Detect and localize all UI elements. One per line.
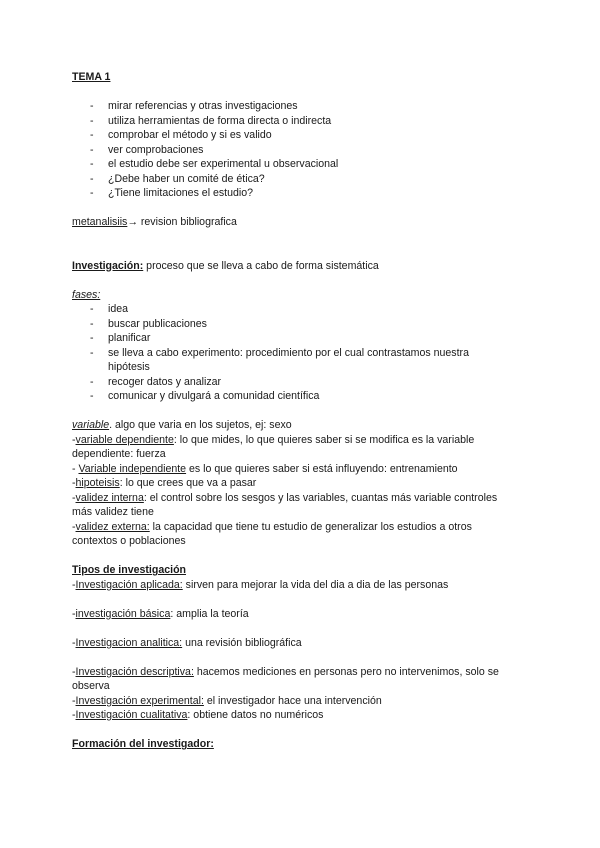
formacion-title: Formación del investigador: — [72, 738, 214, 750]
dash: - — [72, 477, 76, 489]
variable-line — [72, 418, 532, 433]
analitica-line — [72, 636, 532, 651]
aplicada-term: Investigación aplicada: — [75, 578, 183, 591]
dash: - — [72, 433, 76, 446]
vext-line — [72, 520, 532, 535]
hip-line — [72, 476, 532, 491]
variable-def: . algo que varia en los sujetos, ej: sexo — [109, 419, 292, 431]
dash: - — [72, 636, 76, 649]
experimental-term: Investigación experimental: — [75, 694, 204, 707]
fases-title: fases: — [72, 288, 101, 301]
hip-term: hipoteisis — [75, 477, 120, 489]
dep-def: : lo que mides, lo que quieres saber si se modifica es la variable — [173, 433, 475, 446]
dash: - — [72, 462, 79, 475]
descriptiva-cont: observa — [72, 680, 110, 692]
investigacion-def: proceso que se lleva a cabo de forma sistemática — [143, 259, 379, 272]
dash: - — [72, 578, 76, 591]
vint-cont: más validez tiene — [72, 506, 154, 518]
aplicada-line — [72, 578, 532, 593]
list-item: - el estudio debe ser experimental u observacional — [72, 157, 532, 172]
indep-term: Variable independiente — [78, 462, 187, 475]
aplicada-def: sirven para mejorar la vida del dia a dia de las personas — [182, 578, 449, 591]
list-item: - comprobar el método y si es valido — [72, 128, 532, 143]
list-item: - recoger datos y analizar — [72, 375, 532, 390]
list-item: - utiliza herramientas de forma directa o indirecta — [72, 114, 532, 129]
experimental-line — [72, 694, 532, 709]
variable-term: variable — [72, 419, 110, 431]
descriptiva-term: Investigación descriptiva: — [75, 665, 194, 678]
dash: - — [72, 607, 76, 620]
list-item: - comunicar y divulgará a comunidad científica — [72, 389, 532, 404]
meta-term: metanalisiis — [72, 216, 128, 228]
list-item — [72, 346, 532, 375]
vext-cont: contextos o poblaciones — [72, 535, 186, 547]
basica-def: : amplia la teoría — [170, 607, 249, 620]
vext-term: validez externa: — [75, 520, 150, 533]
basica-term: investigación básica — [75, 607, 171, 620]
cualitativa-term: Investigación cualitativa — [75, 709, 188, 721]
dep-term: variable dependiente — [75, 433, 174, 446]
vext-def: la capacidad que tiene tu estudio de generalizar los estudios a otros — [149, 520, 472, 533]
descriptiva-def: hacemos mediciones en personas pero no intervenimos, solo se — [193, 665, 499, 678]
list-item: - ver comprobaciones — [72, 143, 532, 158]
section-title-tema: TEMA 1 — [72, 71, 111, 83]
dep-line — [72, 433, 532, 448]
experimental-def: el investigador hace una intervención — [203, 694, 382, 707]
vint-def: : el control sobre los sesgos y las variables, cuantas más variable controles — [143, 491, 498, 504]
investigacion-term: Investigación: — [72, 259, 144, 272]
list-item-cont: hipótesis — [108, 361, 150, 373]
list-item: - buscar publicaciones — [72, 317, 532, 332]
dash: - — [72, 665, 76, 678]
dash: - — [72, 491, 76, 504]
investigacion-line — [72, 259, 532, 274]
basica-line — [72, 607, 532, 622]
list-item: - planificar — [72, 331, 532, 346]
tipos-title: Tipos de investigación — [72, 564, 187, 576]
dash: - — [72, 694, 76, 707]
list-item: - ¿Debe haber un comité de ética? — [72, 172, 532, 187]
indep-def: es lo que quieres saber si está influyendo: entrenamiento — [186, 462, 458, 475]
vint-line — [72, 491, 532, 506]
dep-cont: dependiente: fuerza — [72, 448, 166, 460]
list-item: - ¿Tiene limitaciones el estudio? — [72, 186, 532, 201]
arrow-glyph: → — [127, 216, 138, 228]
meta-def: revision bibliografica — [137, 216, 237, 228]
indep-line — [72, 462, 532, 477]
document-page — [72, 70, 532, 752]
dash: - — [72, 520, 76, 533]
analitica-term: Investigacion analitica: — [75, 636, 183, 649]
tema-list — [72, 99, 532, 201]
descriptiva-line — [72, 665, 532, 680]
cualitativa-def: : obtiene datos no numéricos — [187, 709, 324, 721]
list-item-text: se lleva a cabo experimento: procedimiento por el cual contrastamos nuestra — [108, 346, 469, 359]
fases-list — [72, 302, 532, 404]
hip-def: : lo que crees que va a pasar — [119, 477, 257, 489]
analitica-def: una revisión bibliográfica — [182, 636, 302, 649]
vint-term: validez interna — [75, 491, 144, 504]
list-item: - idea — [72, 302, 532, 317]
dash: - — [72, 709, 76, 721]
meta-line — [72, 215, 532, 230]
cualitativa-line — [72, 708, 532, 723]
list-item: - mirar referencias y otras investigaciones — [72, 99, 532, 114]
